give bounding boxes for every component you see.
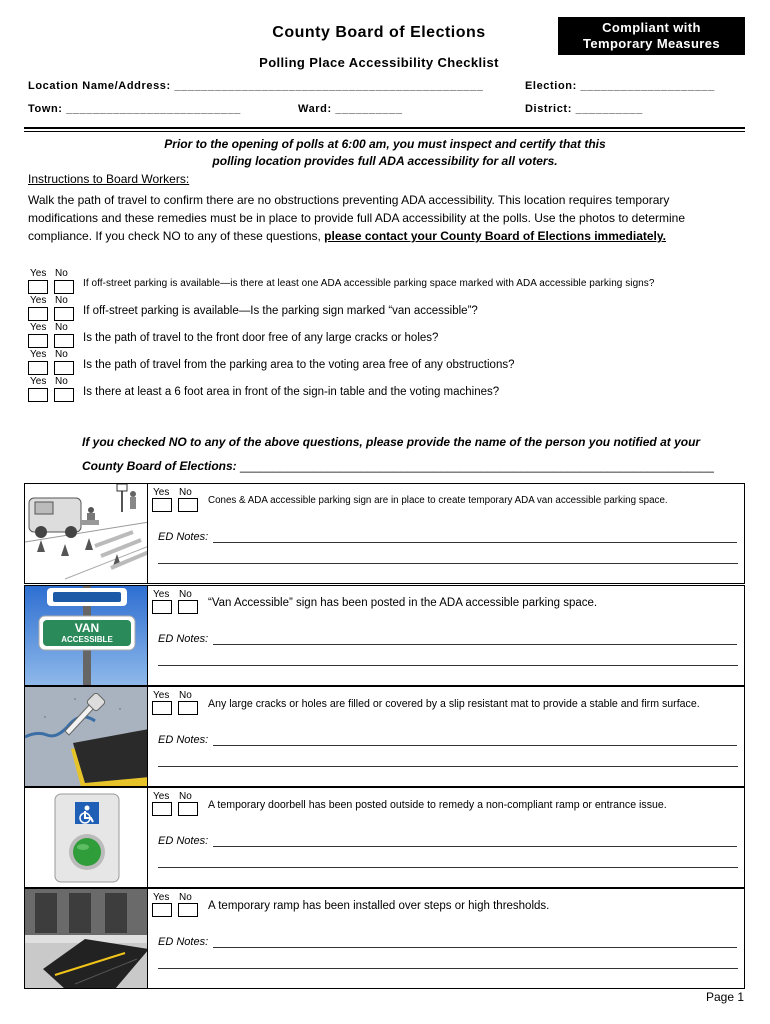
yes-checkbox[interactable]	[152, 498, 172, 512]
yes-label: Yes	[30, 376, 47, 387]
sign-van-text: VAN	[74, 621, 100, 635]
no-checkbox[interactable]	[178, 903, 198, 917]
remedy-photo-parking-scene	[24, 483, 148, 584]
no-label: No	[55, 295, 68, 306]
no-checkbox[interactable]	[54, 388, 74, 402]
no-checkbox[interactable]	[178, 600, 198, 614]
notice-line-2: polling location provides full ADA accessibility for all voters.	[212, 154, 558, 168]
no-checkbox[interactable]	[54, 307, 74, 321]
yes-checkbox[interactable]	[28, 361, 48, 375]
yes-label: Yes	[153, 690, 170, 701]
remedy-text: Any large cracks or holes are filled or covered by a slip resistant mat to provide a stable and firm surface.	[208, 698, 700, 710]
ed-notes-line[interactable]	[158, 766, 738, 767]
ed-notes-label: ED Notes:	[158, 835, 209, 847]
no-label: No	[179, 589, 192, 600]
yes-label: Yes	[30, 295, 47, 306]
no-checkbox[interactable]	[178, 802, 198, 816]
divider	[24, 127, 745, 129]
no-label: No	[55, 376, 68, 387]
yes-label: Yes	[153, 589, 170, 600]
sign-accessible-text: ACCESSIBLE	[61, 635, 113, 644]
question-text: If off-street parking is available—Is the parking sign marked “van accessible”?	[83, 305, 478, 317]
location-field[interactable]: Location Name/Address: ______________________________________________	[28, 80, 484, 92]
no-checkbox[interactable]	[54, 280, 74, 294]
ed-notes-line[interactable]	[213, 947, 737, 948]
yes-checkbox[interactable]	[152, 903, 172, 917]
instructions-text: Walk the path of travel to confirm there are no obstructions preventing ADA accessibility. This location requires temporary modifications and these remedies must be in place to provide full ADA accessibility at the polls. Use the photos to determine compliance. If you check NO to any of these questions,	[28, 193, 686, 243]
no-label: No	[179, 690, 192, 701]
yes-checkbox[interactable]	[152, 802, 172, 816]
page-subtitle: Polling Place Accessibility Checklist	[259, 55, 499, 70]
no-checkbox[interactable]	[178, 701, 198, 715]
notice-line-1: Prior to the opening of polls at 6:00 am, you must inspect and certify that this	[164, 137, 606, 151]
no-checkbox[interactable]	[54, 334, 74, 348]
ed-notes-line[interactable]	[158, 665, 738, 666]
no-checkbox[interactable]	[54, 361, 74, 375]
instructions-paragraph	[28, 191, 740, 245]
town-field[interactable]: Town: __________________________	[28, 103, 241, 115]
yes-checkbox[interactable]	[152, 701, 172, 715]
instructions-heading: Instructions to Board Workers:	[28, 172, 190, 186]
question-text: Is there at least a 6 foot area in front of the sign-in table and the voting machines?	[83, 386, 500, 398]
page-title: County Board of Elections	[272, 24, 486, 41]
no-label: No	[179, 791, 192, 802]
no-label: No	[55, 268, 68, 279]
no-label: No	[55, 322, 68, 333]
ed-notes-label: ED Notes:	[158, 936, 209, 948]
remedy-photo-crack-mat	[24, 686, 148, 787]
badge-line-1: Compliant with	[602, 20, 701, 35]
ed-notes-label: ED Notes:	[158, 633, 209, 645]
notify-line-1: If you checked NO to any of the above questions, please provide the name of the person you notified at your	[82, 435, 701, 449]
ed-notes-label: ED Notes:	[158, 531, 209, 543]
contact-emphasis: please contact your County Board of Elections immediately.	[324, 229, 667, 243]
election-field[interactable]: Election: ____________________	[525, 80, 715, 92]
remedy-text: A temporary doorbell has been posted outside to remedy a non-compliant ramp or entrance issue.	[208, 799, 667, 811]
question-text: Is the path of travel to the front door free of any large cracks or holes?	[83, 332, 439, 344]
notify-name-field[interactable]: _______________________________________________________________________	[240, 459, 714, 473]
ed-notes-line[interactable]	[213, 846, 737, 847]
compliance-badge	[558, 17, 745, 55]
remedy-photo-doorbell	[24, 787, 148, 888]
yes-label: Yes	[153, 892, 170, 903]
notify-label: County Board of Elections:	[82, 459, 237, 473]
ward-field[interactable]: Ward: __________	[298, 103, 403, 115]
yes-label: Yes	[30, 268, 47, 279]
ed-notes-line[interactable]	[213, 542, 737, 543]
yes-label: Yes	[30, 322, 47, 333]
yes-checkbox[interactable]	[28, 280, 48, 294]
no-checkbox[interactable]	[178, 498, 198, 512]
remedy-text: Cones & ADA accessible parking sign are in place to create temporary ADA van accessible parking space.	[208, 495, 668, 506]
yes-label: Yes	[153, 791, 170, 802]
remedy-photo-ramp	[24, 888, 148, 989]
ed-notes-label: ED Notes:	[158, 734, 209, 746]
remedy-photo-van-sign	[24, 585, 148, 686]
ed-notes-line[interactable]	[213, 745, 737, 746]
page-number: Page 1	[706, 990, 745, 1004]
divider	[24, 131, 745, 132]
remedy-text: A temporary ramp has been installed over steps or high thresholds.	[208, 900, 550, 912]
no-label: No	[55, 349, 68, 360]
no-label: No	[179, 487, 192, 498]
notify-line-2	[82, 459, 714, 473]
yes-label: Yes	[30, 349, 47, 360]
district-field[interactable]: District: __________	[525, 103, 643, 115]
yes-checkbox[interactable]	[28, 334, 48, 348]
ed-notes-line[interactable]	[158, 867, 738, 868]
yes-checkbox[interactable]	[152, 600, 172, 614]
question-text: Is the path of travel from the parking area to the voting area free of any obstructions?	[83, 359, 515, 371]
yes-checkbox[interactable]	[28, 307, 48, 321]
ed-notes-line[interactable]	[213, 644, 737, 645]
ed-notes-line[interactable]	[158, 968, 738, 969]
question-text: If off-street parking is available—is there at least one ADA accessible parking space marked with ADA accessible parking signs?	[83, 278, 655, 289]
yes-label: Yes	[153, 487, 170, 498]
no-label: No	[179, 892, 192, 903]
badge-line-2: Temporary Measures	[582, 36, 721, 51]
remedy-text: “Van Accessible” sign has been posted in the ADA accessible parking space.	[208, 597, 598, 609]
yes-checkbox[interactable]	[28, 388, 48, 402]
ed-notes-line[interactable]	[158, 563, 738, 564]
